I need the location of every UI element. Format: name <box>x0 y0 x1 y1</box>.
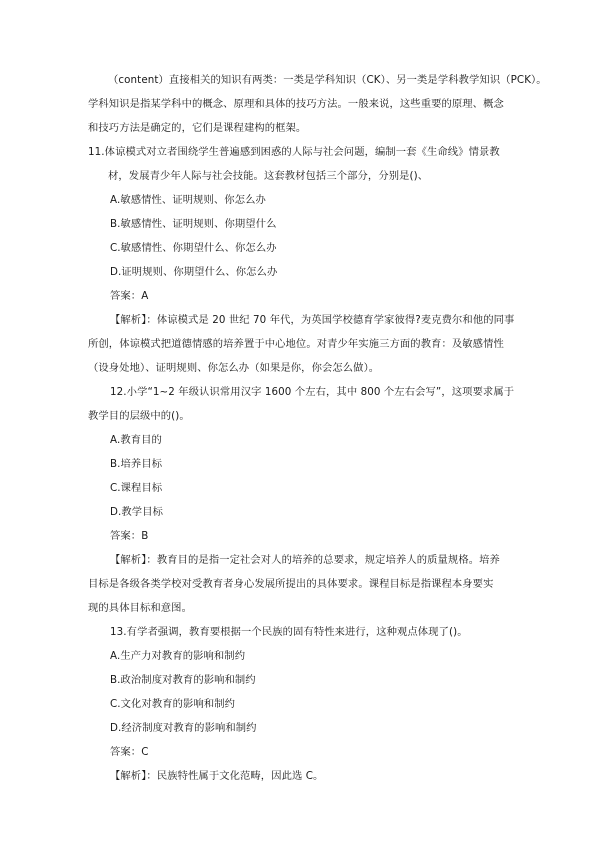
text-line: （content）直接相关的知识有两类：一类是学科知识（CK）、另一类是学科教学知识（PCK）。 <box>108 74 547 86</box>
option-a: A.敏感情性、证明规则、你怎么办 <box>110 194 266 206</box>
text-line: 和技巧方法是确定的，它们是课程建构的框架。 <box>88 122 307 134</box>
question-13-text: 13.有学者强调，教育要根据一个民族的固有特性来进行，这种观点体现了()。 <box>110 626 468 638</box>
option-b: B.敏感情性、证明规则、你期望什么 <box>110 218 277 230</box>
option-a: A.教育目的 <box>110 434 162 446</box>
option-d: D.经济制度对教育的影响和制约 <box>110 722 257 734</box>
option-a: A.生产力对教育的影响和制约 <box>110 650 246 662</box>
analysis-11-cont: 所创，体谅模式把道德情感的培养置于中心地位。对青少年实施三方面的教育：及敏感情性 <box>88 338 504 350</box>
analysis-12-cont: 目标是各级各类学校对受教育者身心发展所提出的具体要求。课程目标是指课程本身要实 <box>88 578 494 590</box>
option-c: C.敏感情性、你期望什么、你怎么办 <box>110 242 277 254</box>
document-body <box>88 68 547 788</box>
question-11-text-cont: 材，发展青少年人际与社会技能。这套教材包括三个部分，分别是()、 <box>108 170 429 182</box>
answer-11: 答案：A <box>110 290 149 302</box>
analysis-12-cont: 现的具体目标和意图。 <box>88 602 192 614</box>
analysis-13: 【解析】：民族特性属于文化范畴，因此选 C。 <box>110 770 324 782</box>
answer-13: 答案：C <box>110 746 149 758</box>
text-line: 学科知识是指某学科中的概念、原理和具体的技巧方法。一般来说，这些重要的原理、概念 <box>88 98 504 110</box>
option-c: C.课程目标 <box>110 482 163 494</box>
answer-12: 答案：B <box>110 530 149 542</box>
option-d: D.证明规则、你期望什么、你怎么办 <box>110 266 278 278</box>
analysis-11-cont: （设身处地）、证明规则、你怎么办（如果是你，你会怎么做）。 <box>88 362 380 374</box>
question-11-text: 11.体谅模式对立者围绕学生普遍感到困惑的人际与社会问题，编制一套《生命线》情景教 <box>88 146 500 158</box>
option-b: B.政治制度对教育的影响和制约 <box>110 674 256 686</box>
analysis-11: 【解析】：体谅模式是 20 世纪 70 年代，为英国学校德育学家彼得?麦克费尔和他的同事 <box>110 314 515 326</box>
analysis-12: 【解析】：教育目的是指一定社会对人的培养的总要求，规定培养人的质量规格。培养 <box>110 554 500 566</box>
option-d: D.教学目标 <box>110 506 163 518</box>
option-b: B.培养目标 <box>110 458 163 470</box>
question-12-text-cont: 教学目的层级中的()。 <box>88 410 190 422</box>
option-c: C.文化对教育的影响和制约 <box>110 698 236 710</box>
question-12-text: 12.小学“1~2 年级认识常用汉字 1600 个左右，其中 800 个左右会写”，这项要求属于 <box>110 386 515 398</box>
